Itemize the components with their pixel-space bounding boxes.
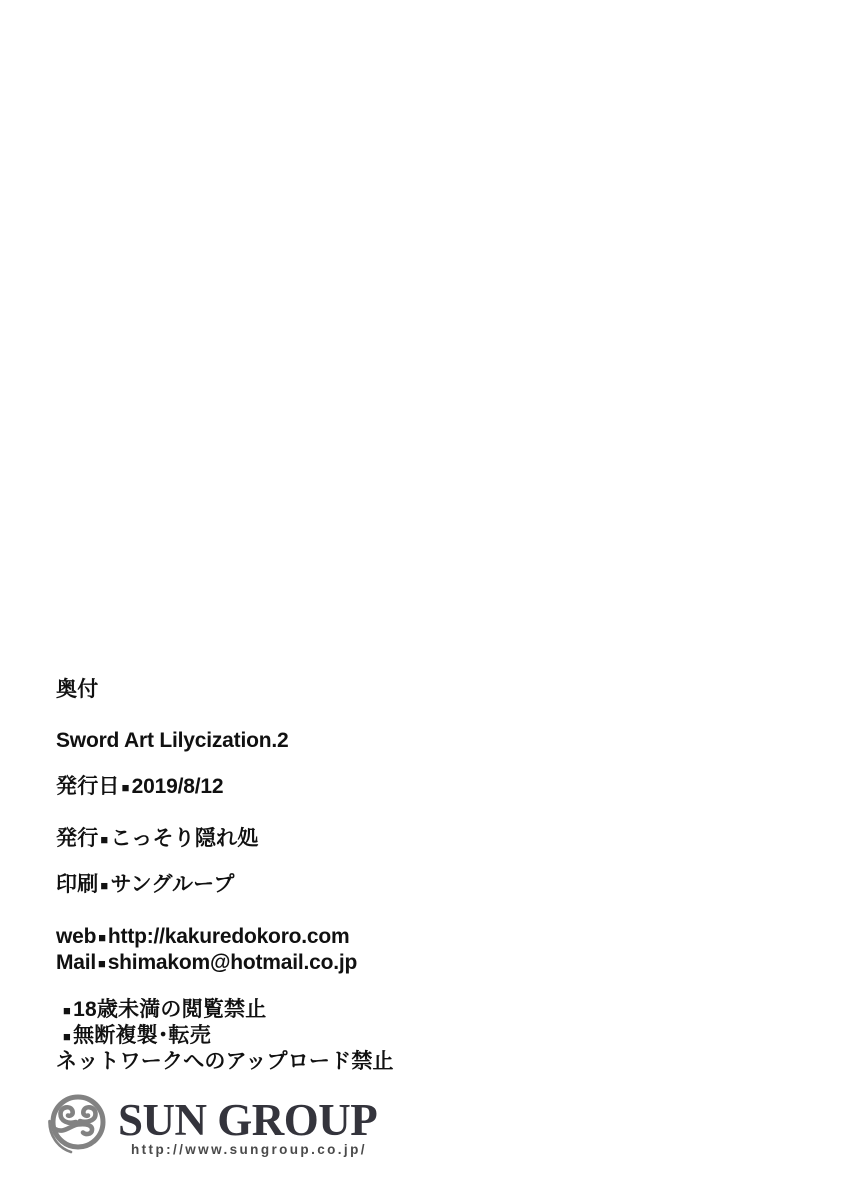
notice-no-reproduction <box>61 1025 211 1047</box>
square-separator-icon: ■ <box>121 779 130 795</box>
publisher-value: こっそり隠れ処 <box>110 827 259 850</box>
notice-no-upload-text: ネットワークへのアップロード禁止 <box>56 1050 394 1073</box>
notice-no-upload <box>56 1051 394 1073</box>
square-separator-icon: ■ <box>98 955 106 971</box>
square-bullet-icon: ■ <box>63 1028 72 1044</box>
square-separator-icon: ■ <box>100 831 109 847</box>
notice-age-restriction-text: 18歳未満の閲覧禁止 <box>73 998 267 1021</box>
website-url: http://kakuredokoro.com <box>107 925 350 948</box>
publish-date-row <box>56 776 223 798</box>
sun-group-logo-mark-icon <box>45 1091 109 1157</box>
square-bullet-icon: ■ <box>63 1002 72 1018</box>
printer-row <box>56 874 235 896</box>
printer-logo-url: http://www.sungroup.co.jp/ <box>131 1142 367 1157</box>
square-separator-icon: ■ <box>98 929 106 945</box>
printer-logo-name: SUN GROUP <box>118 1095 378 1145</box>
publisher-row <box>56 828 258 850</box>
mail-label: Mail <box>56 951 97 974</box>
publish-date-value: 2019/8/12 <box>131 775 224 798</box>
colophon-heading: 奥付 <box>56 678 99 701</box>
square-separator-icon: ■ <box>100 877 109 893</box>
website-row <box>56 926 350 948</box>
printer-value: サングループ <box>110 873 235 896</box>
website-label: web <box>56 925 97 948</box>
printer-label: 印刷 <box>56 873 99 896</box>
mail-address: shimakom@hotmail.co.jp <box>107 951 358 974</box>
notice-no-reproduction-text: 無断複製･転売 <box>73 1024 211 1047</box>
mail-row <box>56 952 357 974</box>
book-title: Sword Art Lilycization.2 <box>56 729 289 752</box>
publisher-label: 発行 <box>56 827 99 850</box>
notice-age-restriction <box>61 999 266 1021</box>
publish-date-label: 発行日 <box>56 775 120 798</box>
